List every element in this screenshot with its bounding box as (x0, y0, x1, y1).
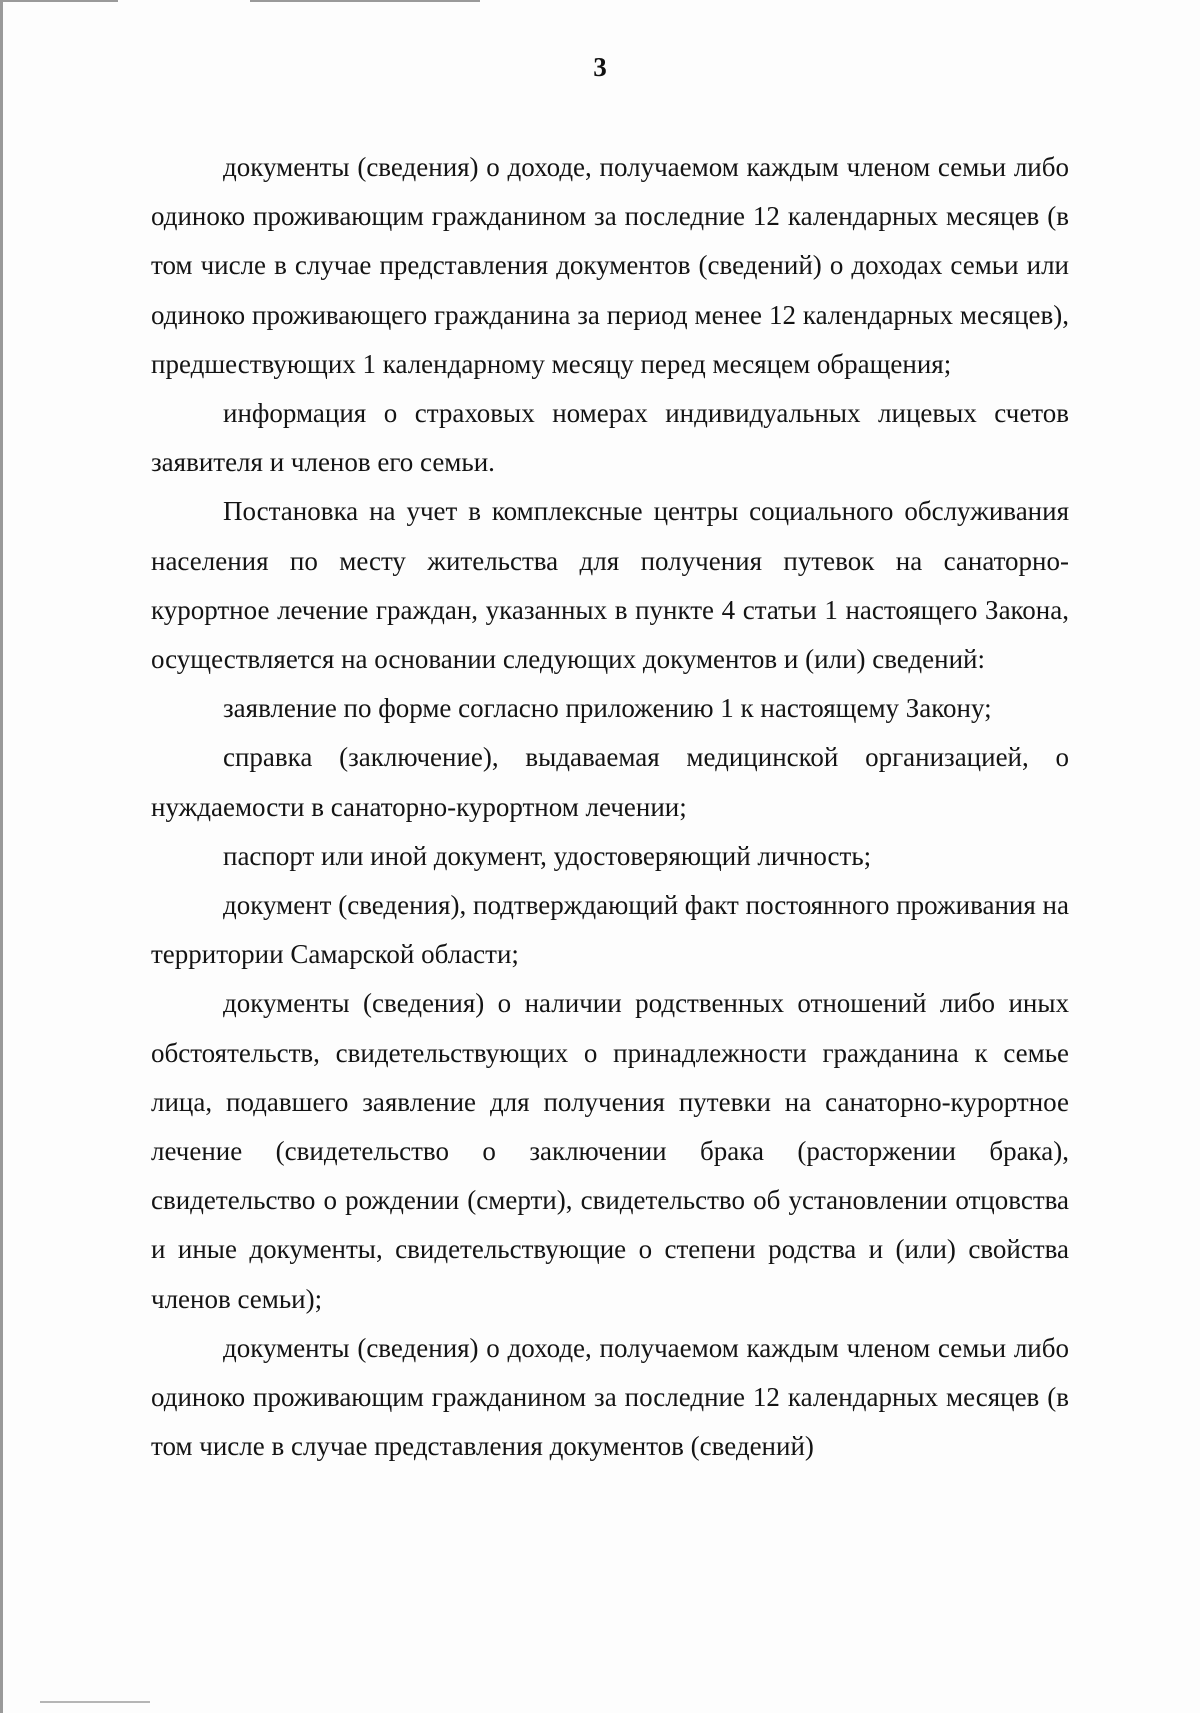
paragraph: Постановка на учет в комплексные центры социального обслуживания населения по месту жительства для получения путевок на санаторно-курортное лечение граждан, указанных в пункте 4 статьи 1 настоящего Закона, осуществляется на основании следующих документов и (или) сведений: (151, 496, 1069, 675)
paragraph: справка (заключение), выдаваемая медицинской организацией, о нуждаемости в санаторно-курортном лечении; (151, 742, 1069, 822)
document-body (151, 143, 1069, 1471)
scan-edge-bottom (40, 1701, 150, 1703)
scan-edge-left (0, 0, 3, 1713)
paragraph: документ (сведения), подтверждающий факт постоянного проживания на территории Самарской области; (151, 890, 1069, 970)
scan-edge-top (0, 0, 118, 2)
paragraph: заявление по форме согласно приложению 1 к настоящему Закону; (223, 693, 992, 724)
paragraph: документы (сведения) о доходе, получаемом каждым членом семьи либо одиноко проживающим гражданином за последние 12 календарных месяцев (в том числе в случае представления документов (сведений) (151, 1332, 1069, 1462)
page-number: 3 (593, 52, 607, 82)
paragraph: документы (сведения) о доходе, получаемом каждым членом семьи либо одиноко проживающим гражданином за последние 12 календарных месяцев (в том числе в случае представления документов (сведений) о доходах семьи или одиноко проживающего гражданина за период менее 12 календарных месяцев), предшествующих 1 календарному месяцу перед месяцем обращения; (151, 152, 1069, 379)
paragraph: информация о страховых номерах индивидуальных лицевых счетов заявителя и членов его семьи. (151, 398, 1069, 478)
paragraph: документы (сведения) о наличии родственных отношений либо иных обстоятельств, свидетельствующих о принадлежности гражданина к семье лица, подавшего заявление для получения путевки на санаторно-курортное лечение (свидетельство о заключении брака (расторжении брака), свидетельство о рождении (смерти), свидетельство об установлении отцовства и иные документы, свидетельствующие о степени родства и (или) свойства членов семьи); (151, 988, 1069, 1314)
paragraph: паспорт или иной документ, удостоверяющий личность; (223, 840, 872, 871)
scan-edge-top (250, 0, 480, 2)
